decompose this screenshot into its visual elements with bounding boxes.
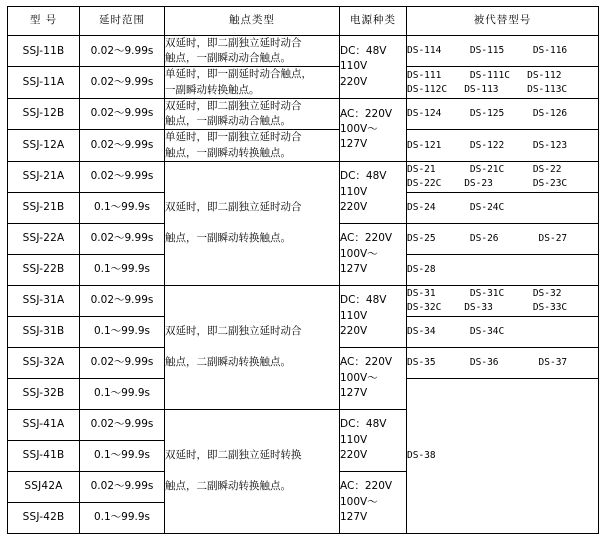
table-row xyxy=(8,98,599,129)
cell-model: SSJ42A xyxy=(8,471,80,502)
cell-contact-type: 双延时，即二副独立延时动合 触点，一副瞬动转换触点。 xyxy=(165,161,340,285)
cell-contact-type: 双延时，即二副独立延时动合 触点，二副瞬动转换触点。 xyxy=(165,285,340,409)
cell-model: SSJ-12A xyxy=(8,130,80,161)
header-contact-type: 触点类型 xyxy=(165,7,340,36)
cell-contact-type: 单延时，即一副延时动合触点， 一副瞬动转换触点。 xyxy=(165,67,340,98)
cell-model: SSJ-22A xyxy=(8,223,80,254)
cell-delay-range: 0.02～9.99s xyxy=(80,285,165,316)
cell-replaced-model: DS-111 DS-111C DS-112 DS-112C DS-113 DS-113C xyxy=(407,67,599,98)
cell-replaced-model: DS-114 DS-115 DS-116 xyxy=(407,36,599,67)
header-power-type: 电源种类 xyxy=(340,7,407,36)
cell-contact-type: 双延时，即二副独立延时动合 触点，一副瞬动动合触点。 xyxy=(165,98,340,129)
table-row xyxy=(8,161,599,192)
cell-delay-range: 0.02～9.99s xyxy=(80,98,165,129)
cell-model: SSJ-21A xyxy=(8,161,80,192)
cell-delay-range: 0.02～9.99s xyxy=(80,409,165,440)
cell-contact-type: 双延时，即二副独立延时动合 触点，一副瞬动动合触点。 xyxy=(165,36,340,67)
cell-replaced-model: DS-31 DS-31C DS-32 DS-32C DS-33 DS-33C xyxy=(407,285,599,316)
cell-power-type: AC：220V 100V～ 127V xyxy=(340,98,407,161)
cell-contact-type: 双延时，即二副独立延时转换 触点，二副瞬动转换触点。 xyxy=(165,409,340,533)
cell-power-type: DC：48V 110V 220V xyxy=(340,285,407,347)
table-row xyxy=(8,130,599,161)
cell-delay-range: 0.02～9.99s xyxy=(80,223,165,254)
cell-delay-range: 0.1～99.9s xyxy=(80,254,165,285)
header-delay-range: 延时范围 xyxy=(80,7,165,36)
cell-model: SSJ-32A xyxy=(8,347,80,378)
cell-model: SSJ-42B xyxy=(8,502,80,533)
cell-delay-range: 0.1～99.9s xyxy=(80,192,165,223)
cell-replaced-model: DS-35 DS-36 DS-37 xyxy=(407,347,599,378)
cell-replaced-model: DS-34 DS-34C xyxy=(407,316,599,347)
cell-power-type: DC：48V 110V 220V xyxy=(340,36,407,99)
cell-replaced-model: DS-25 DS-26 DS-27 xyxy=(407,223,599,254)
cell-model: SSJ-11B xyxy=(8,36,80,67)
spec-sheet xyxy=(0,6,605,524)
cell-delay-range: 0.1～99.9s xyxy=(80,378,165,409)
cell-delay-range: 0.02～9.99s xyxy=(80,130,165,161)
cell-delay-range: 0.02～9.99s xyxy=(80,347,165,378)
cell-power-type: AC：220V 100V～ 127V xyxy=(340,223,407,285)
cell-model: SSJ-12B xyxy=(8,98,80,129)
cell-model: SSJ-31B xyxy=(8,316,80,347)
cell-delay-range: 0.1～99.9s xyxy=(80,316,165,347)
cell-model: SSJ-11A xyxy=(8,67,80,98)
cell-replaced-model: DS-124 DS-125 DS-126 xyxy=(407,98,599,129)
cell-replaced-model: DS-38 xyxy=(407,378,599,533)
table-body xyxy=(8,36,599,534)
cell-model: SSJ-32B xyxy=(8,378,80,409)
cell-model: SSJ-31A xyxy=(8,285,80,316)
header-replaced-model: 被代替型号 xyxy=(407,7,599,36)
cell-power-type: DC：48V 110V 220V xyxy=(340,161,407,223)
cell-delay-range: 0.02～9.99s xyxy=(80,471,165,502)
cell-replaced-model: DS-121 DS-122 DS-123 xyxy=(407,130,599,161)
cell-replaced-model: DS-21 DS-21C DS-22 DS-22C DS-23 DS-23C xyxy=(407,161,599,192)
header-model: 型 号 xyxy=(8,7,80,36)
relay-specification-table xyxy=(7,6,599,534)
cell-delay-range: 0.02～9.99s xyxy=(80,67,165,98)
table-row xyxy=(8,285,599,316)
cell-delay-range: 0.1～99.9s xyxy=(80,502,165,533)
cell-power-type: DC：48V 110V 220V xyxy=(340,409,407,471)
cell-delay-range: 0.1～99.9s xyxy=(80,440,165,471)
cell-power-type: AC：220V 100V～ 127V xyxy=(340,347,407,409)
cell-power-type: AC：220V 100V～ 127V xyxy=(340,471,407,533)
cell-delay-range: 0.02～9.99s xyxy=(80,161,165,192)
cell-model: SSJ-21B xyxy=(8,192,80,223)
cell-replaced-model: DS-28 xyxy=(407,254,599,285)
table-header-row xyxy=(8,7,599,36)
cell-delay-range: 0.02～9.99s xyxy=(80,36,165,67)
table-row xyxy=(8,36,599,67)
cell-model: SSJ-41A xyxy=(8,409,80,440)
table-row xyxy=(8,67,599,98)
cell-model: SSJ-22B xyxy=(8,254,80,285)
cell-model: SSJ-41B xyxy=(8,440,80,471)
cell-contact-type: 单延时，即一副独立延时动合 触点，一副瞬动转换触点。 xyxy=(165,130,340,161)
cell-replaced-model: DS-24 DS-24C xyxy=(407,192,599,223)
